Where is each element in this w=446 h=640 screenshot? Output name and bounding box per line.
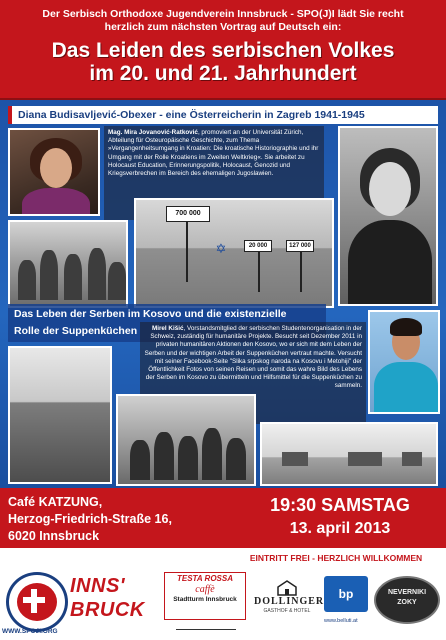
section1-heading: Diana Budisavljević-Obexer - eine Österreicherin in Zagreb 1941-1945 [18,109,365,121]
welcome-bar [0,548,446,568]
memorial-sign-700000: 700 000 [166,206,210,222]
venue-street: Herzog-Friedrich-Straße 16, [8,512,172,526]
section2-heading-line-1: Das Leben der Serben im Kosovo und die existenzielle [14,308,287,320]
venue-name: Café KATZUNG, [8,495,103,509]
content-panel [0,100,446,488]
venue [8,494,228,545]
dollinger-sub: GASTHOF & HOTEL [263,608,311,614]
event-datetime [240,494,440,540]
dollinger-name: DOLLINGER [254,596,325,607]
intro-line-2: herzlich zum nächsten Vortrag auf Deutsch ein: [104,21,342,33]
section1-heading-bar [8,106,438,124]
belluti-mark: bp [324,576,368,612]
innsbruck-logo-line-2: BRUCK [70,599,145,621]
sponsor-logos [0,568,446,640]
testarossa-name: TESTA ROSSA [176,574,233,583]
zoky-logo [374,576,440,624]
title-line-2: im 20. und 21. Jahrhundert [89,62,357,85]
speaker1-bio-text: , promoviert an der Universität Zürich, Abteilung für Osteuropäische Geschichte, zum Thema »Vergangenheitsumgang in Kroatien: Die kroatische Historiographie und ihr Umgang mit der Rolle Kroatiens im Zweiten Weltkrieg«. Sie arbeitet zu Holocaust Education, Erinnerungspolitik, Holocaust, Genozid und Kriegsverbrechen im Bereich des ehemaligen Jugoslawien. [108,129,319,178]
innsbruck-logo [70,574,158,626]
intro-text [0,0,446,34]
speaker1-bio [108,129,320,178]
event-time: 19:30 SAMSTAG [270,495,410,515]
speaker2-bio [144,325,362,391]
testarossa-place: Stadtturm Innsbruck [173,596,237,603]
spoji-url: WWW.SPOJI.ORG [2,628,58,635]
memorial-sign-20000: 20 000 [244,240,272,252]
event-info [0,488,446,548]
memorial-sign-127000: 127 000 [286,240,314,252]
diana-portrait-photo [338,126,438,306]
header [0,0,446,100]
speaker2-photo [368,310,440,414]
speaker2-name: Mirel Kišić [151,325,184,332]
spoji-logo [6,572,68,632]
section2-heading-line-2: Rolle der Suppenküchen [14,325,138,337]
memorial-signs-photo [134,198,334,308]
kosovo-field-photo [8,346,112,484]
speaker2-bio-text: , Vorstandsmitglied der serbischen Studentenorganisation in der Schweiz, zuständig für humanitäre Projekte. Besucht seit Dezember 2011 in privaten humanitären Aktionen den Kosovo, wo er sich mit dem Leben der Serben und der wichtigen Arbeit der Suppenküchen vertraut machte. Versucht mit seiner Facebook-Seite "Slika srpskog naroda na Kosovu i Metohiji" der Öffentlichkeit Fotos von seinen Reisen und somit das wahre Bild des Lebens der Serben im Kosovo zu übermitteln und Hilfsmittel für die Suppenküchen zu sammeln. [144,325,362,390]
innsbruck-logo-line-1: INNS' [70,575,126,597]
dollinger-logo [254,580,325,628]
kosovo-children-photo [116,394,256,486]
dollinger-house-icon [276,580,298,596]
intro-line-1: Der Serbisch Orthodoxe Jugendverein Innsbruck - SPO(J)I lädt Sie recht [42,8,404,20]
belluti-url: www.belluti.at [324,618,358,624]
event-date: 13. april 2013 [289,520,391,537]
venue-city: 6020 Innsbruck [8,529,100,543]
speaker1-photo [8,128,100,216]
star-of-david-icon: ✡ [215,241,227,256]
signature-mark [176,618,236,630]
speaker1-name: Mag. Mira Jovanović-Ratković [108,129,198,136]
testarossa-logo [164,572,246,620]
kosovo-landscape-photo [260,422,438,486]
zoky-name: NEVERNIKI ZOKY [387,589,427,606]
belluti-logo [324,574,368,626]
historic-group-photo [8,220,128,308]
testarossa-sub: caffè [195,584,215,595]
title-line-1: Das Leiden des serbischen Volkes [51,39,395,62]
welcome-text: EINTRITT FREI - HERZLICH WILLKOMMEN [249,553,423,563]
poster-title [0,39,446,85]
